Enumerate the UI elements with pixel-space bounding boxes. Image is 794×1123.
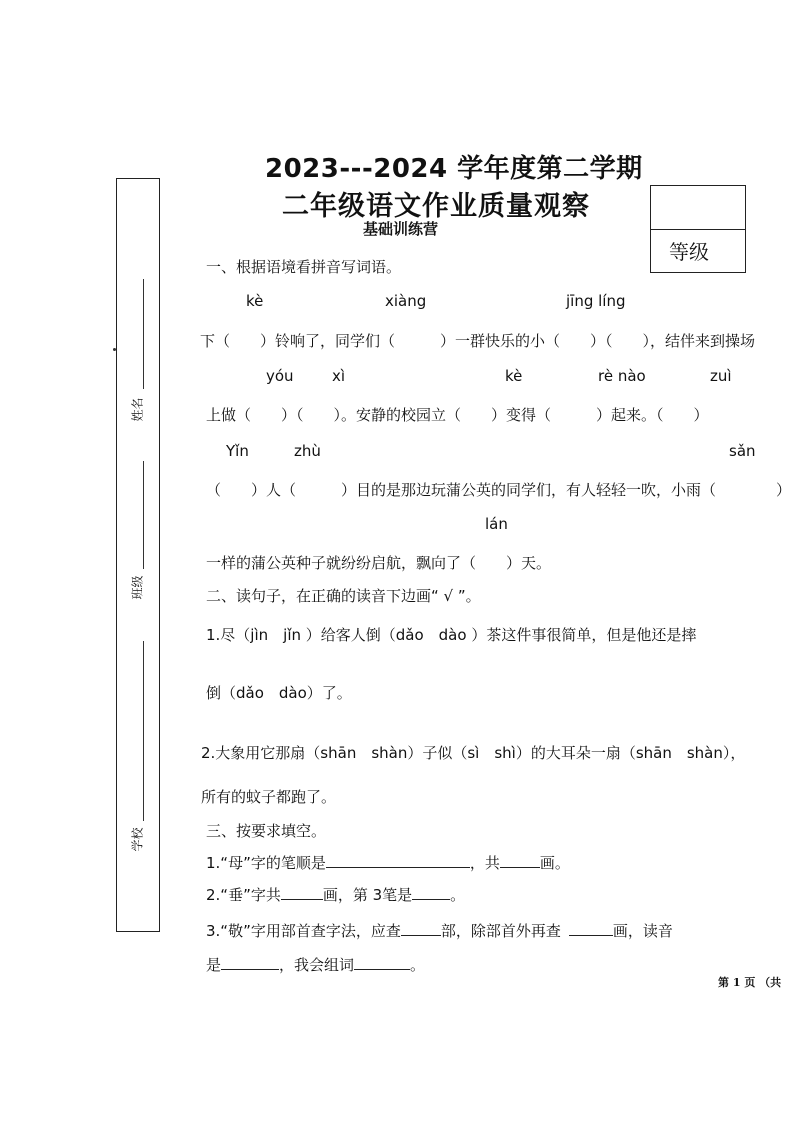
question-3-3b-mid: ，我会组词 [279, 956, 355, 974]
answer-blank[interactable] [412, 885, 450, 900]
pinyin: zuì [710, 367, 732, 385]
page-number: 第 1 页 （共 [718, 976, 782, 989]
question-3-3b [206, 954, 425, 975]
pinyin: jīng líng [566, 292, 626, 310]
answer-blank[interactable] [281, 885, 323, 900]
question-2-1-line-a: 1.尽（jìn jǐn ）给客人倒（dǎo dào ）茶这件事很简单，但是他还是摔 [206, 626, 697, 644]
passage-line-1: 下（ ）铃响了，同学们（ ）一群快乐的小（ ）（ ），结伴来到操场 [200, 332, 756, 350]
question-3-3-prefix: 3.“敬”字用部首查字法，应查 [206, 922, 401, 940]
question-3-2 [206, 884, 465, 905]
question-3-1-prefix: 1.“母”字的笔顺是 [206, 854, 326, 872]
grade-box-divider [651, 229, 745, 230]
pinyin: rè nào [598, 367, 646, 385]
pinyin: kè [505, 367, 523, 385]
school-label: 学校 [130, 827, 145, 852]
grade-box [650, 185, 746, 273]
answer-blank[interactable] [221, 955, 279, 970]
answer-blank[interactable] [569, 921, 613, 936]
pinyin: kè [246, 292, 264, 310]
pinyin: lán [485, 515, 508, 533]
pinyin: xiàng [385, 292, 427, 310]
question-3-1-mid: ，共 [469, 854, 500, 872]
question-2-2-line-a: 2.大象用它那扇（shān shàn）子似（sì shì）的大耳朵一扇（shān shàn）， [201, 744, 746, 762]
scan-dot [113, 348, 116, 351]
class-label: 班级 [130, 575, 145, 600]
question-3-2-mid: 画，第 3笔是 [322, 886, 413, 904]
school-write-line[interactable] [143, 641, 144, 821]
question-3-1-suffix: 画。 [539, 854, 570, 872]
question-3-2-prefix: 2.“垂”字共 [206, 886, 281, 904]
grade-label: 等级 [669, 240, 709, 264]
question-3-3-mid: 部，除部首外再查 [440, 922, 561, 940]
question-3-1 [206, 852, 570, 873]
question-2-2-line-b: 所有的蚊子都跑了。 [201, 788, 337, 806]
subtitle: 基础训练营 [363, 220, 439, 238]
pinyin: Yǐn [226, 442, 249, 460]
question-3-3-suffix: 画，读音 [612, 922, 673, 940]
pinyin: sǎn [729, 442, 756, 460]
page-title: 二年级语文作业质量观察 [282, 191, 590, 222]
section2-heading: 二、读句子，在正确的读音下边画“ √ ”。 [206, 587, 481, 605]
pinyin: zhù [294, 442, 321, 460]
answer-blank[interactable] [326, 853, 470, 868]
title-year: 2023---2024 学年度第二学期 [265, 154, 643, 184]
name-label: 姓名 [130, 397, 145, 422]
question-2-1-line-b: 倒（dǎo dào）了。 [206, 684, 352, 702]
question-3-3b-suffix: 。 [410, 956, 426, 974]
answer-blank[interactable] [401, 921, 441, 936]
passage-line-2: 上做（ ）（ ）。安静的校园立（ ）变得（ ）起来。（ ） [206, 406, 709, 424]
passage-line-3: （ ）人（ ）目的是那边玩蒲公英的同学们，有人轻轻一吹，小雨（ ） [206, 481, 792, 499]
question-3-3b-prefix: 是 [206, 956, 222, 974]
binding-sidebar [116, 178, 160, 932]
section1-heading: 一、根据语境看拼音写词语。 [206, 258, 402, 276]
pinyin: xì [332, 367, 346, 385]
question-3-3 [206, 920, 673, 941]
answer-blank[interactable] [500, 853, 540, 868]
class-write-line[interactable] [143, 461, 144, 569]
section3-heading: 三、按要求填空。 [206, 822, 327, 840]
question-3-2-suffix: 。 [450, 886, 466, 904]
passage-line-4: 一样的蒲公英种子就纷纷启航，飘向了（ ）天。 [206, 554, 552, 572]
name-write-line[interactable] [143, 279, 144, 389]
pinyin: yóu [266, 367, 294, 385]
answer-blank[interactable] [354, 955, 410, 970]
